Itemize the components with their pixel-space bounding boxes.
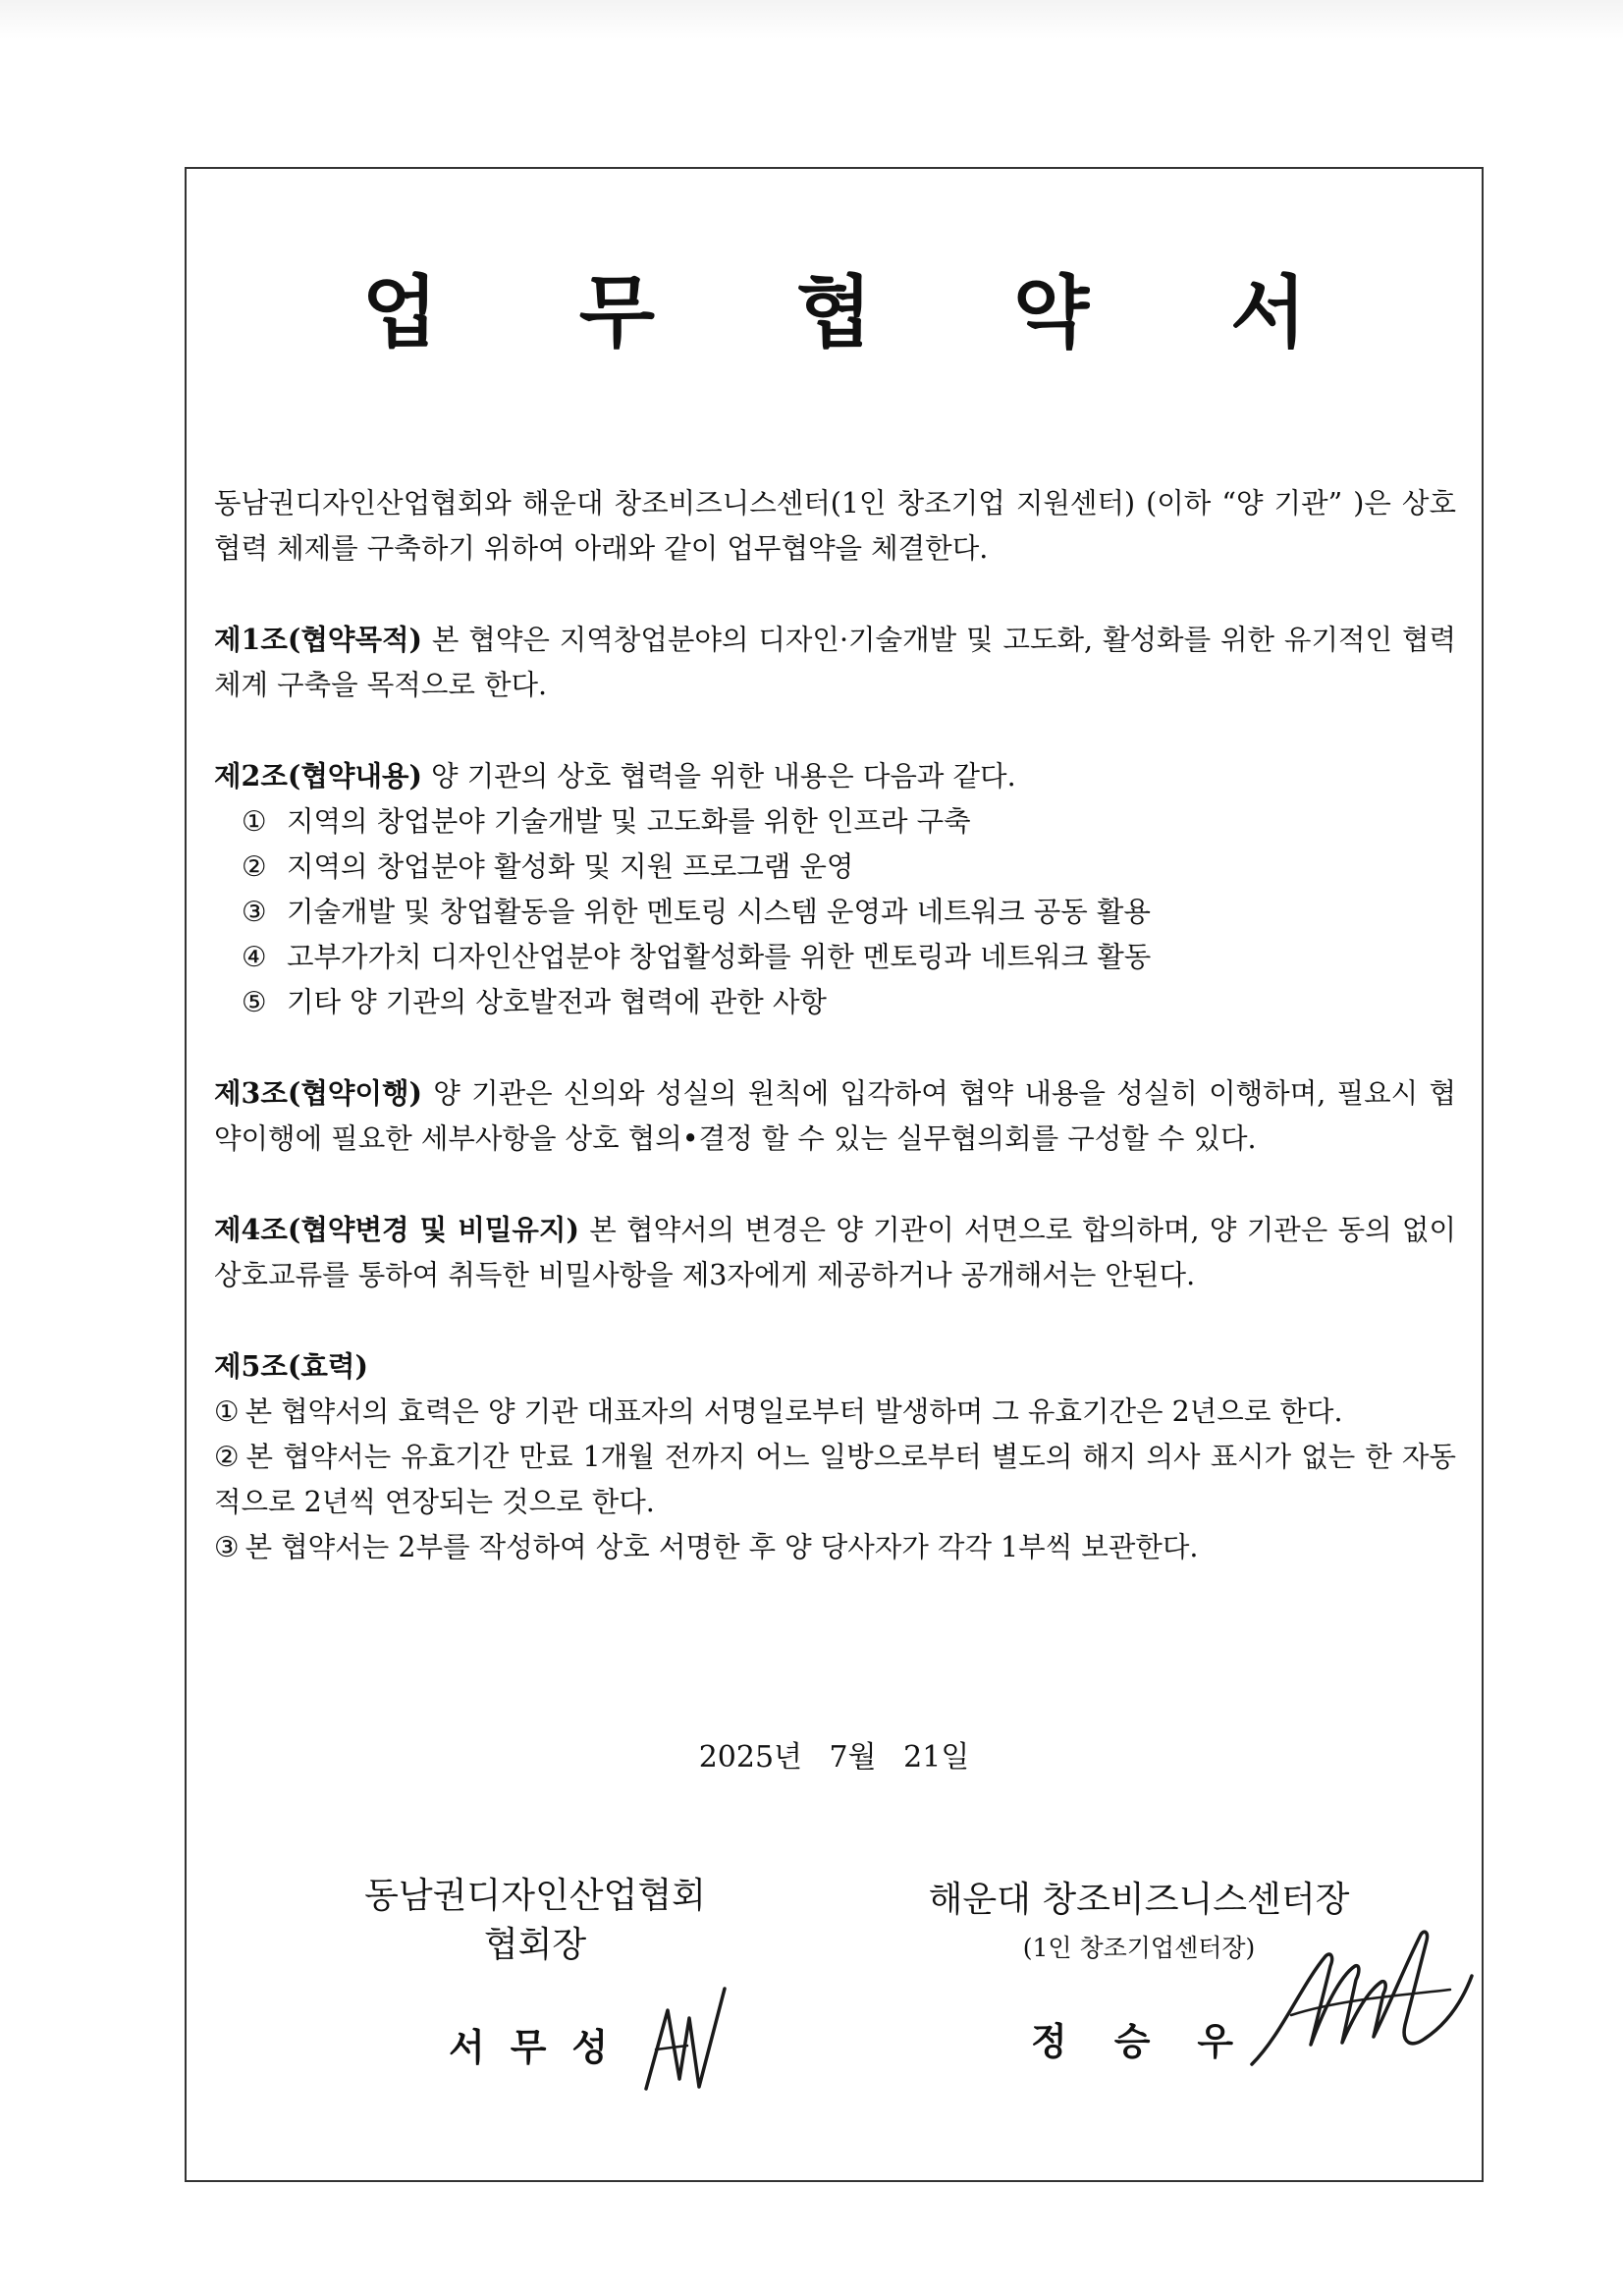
list-item-text: 기술개발 및 창업활동을 위한 멘토링 시스템 운영과 네트워크 공동 활용 (287, 896, 1151, 928)
list-item (214, 935, 1456, 980)
party-left-name: 서무성 (449, 2026, 634, 2069)
article-3-title: 제3조(협약이행) (214, 1076, 422, 1110)
list-item-text: 지역의 창업분야 기술개발 및 고도화를 위한 인프라 구축 (287, 805, 971, 838)
list-item-text: 기타 양 기관의 상호발전과 협력에 관한 사항 (287, 986, 827, 1018)
article-2-title: 제2조(협약내용) (214, 759, 422, 793)
scan-edge-shading (0, 0, 1623, 39)
article-1-text: 본 협약은 지역창업분야의 디자인·기술개발 및 고도화, 활성화를 위한 유기적인 협력체계 구축을 목적으로 한다. (214, 624, 1456, 701)
list-item-number: ③ (214, 1531, 240, 1563)
signing-date: 2025년 7월 21일 (698, 1740, 970, 1775)
list-item (214, 1390, 1456, 1435)
list-item-text: 고부가가치 디자인산업분야 창업활성화를 위한 멘토링과 네트워크 활동 (287, 941, 1152, 973)
article-5-title: 제5조(효력) (214, 1349, 368, 1383)
article-2-list (214, 799, 1456, 1025)
list-item (214, 1525, 1456, 1570)
party-left-org: 동남권디자인산업협회 (364, 1876, 706, 1916)
list-item (214, 799, 1456, 845)
list-item-text: 본 협약서의 효력은 양 기관 대표자의 서명일로부터 발생하며 그 유효기간은 2년으로 한다. (244, 1395, 1343, 1428)
party-right-org: 해운대 창조비즈니스센터장 (928, 1880, 1350, 1920)
article-4-text: 본 협약서의 변경은 양 기관이 서면으로 합의하며, 양 기관은 동의 없이 상호교류를 통하여 취득한 비밀사항을 제3자에게 제공하거나 공개해서는 안된다. (214, 1214, 1456, 1291)
party-left-role: 협회장 (483, 1925, 587, 1965)
list-item-number: ⑤ (242, 986, 267, 1018)
party-right-name: 정승우 (1031, 2020, 1281, 2063)
article-2-text: 양 기관의 상호 협력을 위한 내용은 다음과 같다. (422, 760, 1016, 793)
list-item-text: 본 협약서는 유효기간 만료 1개월 전까지 어느 일방으로부터 별도의 해지 의사 표시가 없는 한 자동적으로 2년씩 연장되는 것으로 한다. (214, 1441, 1456, 1518)
list-item-number: ③ (242, 896, 267, 928)
article-1 (214, 617, 1456, 708)
article-5-list (214, 1390, 1456, 1570)
article-3 (214, 1070, 1456, 1162)
document-title: 업 무 협 약 서 (361, 266, 1364, 358)
signature-right (1232, 1917, 1478, 2094)
list-item-number: ④ (242, 941, 267, 973)
preamble: 동남권디자인산업협회와 해운대 창조비즈니스센터(1인 창조기업 지원센터) (이하 “양 기관” )은 상호 협력 체제를 구축하기 위하여 아래와 같이 업무협약을 체결한다. (214, 487, 1456, 565)
list-item (214, 1435, 1456, 1525)
list-item-number: ① (242, 805, 267, 838)
list-item (214, 845, 1456, 890)
article-5 (214, 1343, 1456, 1390)
list-item-text: 본 협약서는 2부를 작성하여 상호 서명한 후 양 당사자가 각각 1부씩 보관한다. (244, 1531, 1199, 1563)
signature-left (628, 1981, 756, 2108)
agreement-frame (185, 167, 1484, 2182)
agreement-body (214, 481, 1456, 1570)
party-left (304, 1872, 766, 1970)
article-4-title: 제4조(협약변경 및 비밀유지) (214, 1213, 579, 1246)
list-item-number: ② (214, 1441, 241, 1473)
list-item (214, 980, 1456, 1025)
party-right-role: (1인 창조기업센터장) (1022, 1934, 1256, 1962)
article-4 (214, 1207, 1456, 1298)
list-item (214, 890, 1456, 935)
list-item-number: ① (214, 1395, 240, 1428)
article-3-text: 양 기관은 신의와 성실의 원칙에 입각하여 협약 내용을 성실히 이행하며, 필요시 협약이행에 필요한 세부사항을 상호 협의•결정 할 수 있는 실무협의회를 구성할 수 있다. (214, 1077, 1456, 1155)
article-2 (214, 753, 1456, 799)
list-item-number: ② (242, 850, 267, 883)
list-item-text: 지역의 창업분야 활성화 및 지원 프로그램 운영 (287, 850, 854, 883)
article-1-title: 제1조(협약목적) (214, 623, 422, 656)
